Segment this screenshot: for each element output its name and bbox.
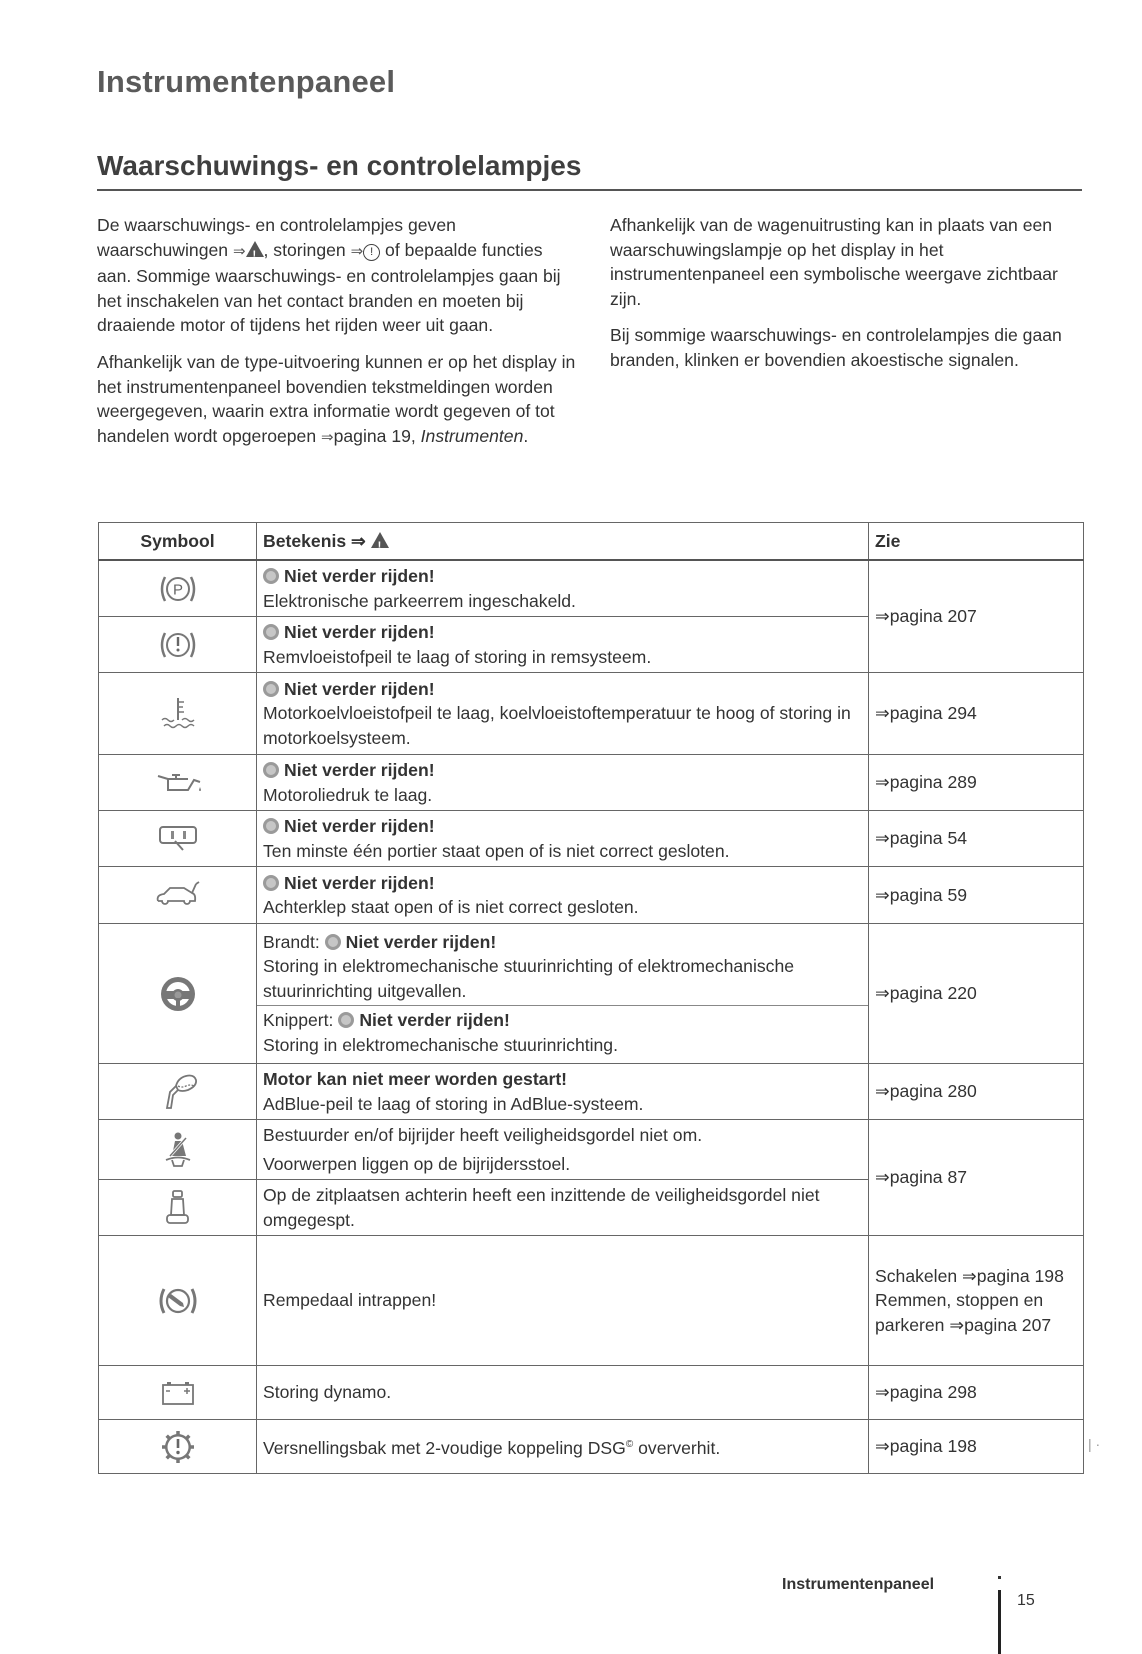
table-row	[99, 1420, 1084, 1474]
symbol-cell	[99, 867, 257, 924]
symbol-cell	[99, 1420, 257, 1474]
adblue-icon	[156, 1072, 200, 1112]
meaning-cell: Motor kan niet meer worden gestart! AdBlue-peil te laag of storing in AdBlue-systeem.	[257, 1064, 869, 1120]
stop-icon	[263, 568, 279, 584]
intro-paragraph-1: De waarschuwings- en controlelampjes geven waarschuwingen ⇒ ! , storingen ⇒ ! of bepaalde functies aan. Sommige waarschuwings- en controlelampjes gaan bij het inschakelen van het contact branden en moeten bij draaiende motor of tijdens het rijden weer uit gaan.	[97, 213, 577, 338]
intro-paragraph-4: Bij sommige waarschuwings- en controlelampjes die gaan branden, klinken er bovendien akoestische signalen.	[610, 325, 1062, 370]
meaning-cell: Rempedaal intrappen!	[257, 1236, 869, 1366]
symbol-cell	[99, 1236, 257, 1366]
symbol-cell	[99, 811, 257, 867]
chapter-title: Instrumentenpaneel	[97, 64, 396, 99]
meaning-cell: Bestuurder en/of bijrijder heeft veiligheidsgordel niet om. Voorwerpen liggen op de bijrijdersstoel.	[257, 1120, 869, 1180]
footer-title: Instrumentenpaneel	[782, 1576, 935, 1593]
svg-text:P: P	[172, 581, 183, 598]
symbol-cell	[99, 617, 257, 673]
rear-seat-icon	[163, 1188, 193, 1228]
intro-right-column	[610, 213, 1070, 385]
steering-wheel-icon	[158, 974, 198, 1014]
symbol-cell	[99, 673, 257, 755]
table-row	[99, 1366, 1084, 1420]
parking-brake-icon	[158, 573, 198, 605]
symbol-cell	[99, 1366, 257, 1420]
symbol-cell	[99, 924, 257, 1064]
stop-icon	[338, 1012, 354, 1028]
stop-icon	[263, 875, 279, 891]
stop-icon	[325, 934, 341, 950]
brake-system-icon	[158, 629, 198, 661]
meaning-cell: Niet verder rijden! Motoroliedruk te laag.	[257, 755, 869, 811]
door-open-icon	[156, 823, 200, 855]
section-title: Waarschuwings- en controlelampjes	[97, 150, 582, 181]
table-header-row	[99, 523, 1084, 561]
warning-triangle-icon	[371, 532, 389, 548]
footer-dot	[998, 1576, 1001, 1579]
trunk-open-icon	[153, 880, 203, 910]
stop-icon	[263, 762, 279, 778]
gearbox-overheat-icon	[158, 1427, 198, 1467]
header-meaning: Betekenis ⇒ !	[257, 523, 869, 561]
intro-paragraph-2: Afhankelijk van de type-uitvoering kunnen er op het display in het instrumentenpaneel bovendien tekstmeldingen worden weergegeven, waarin extra informatie wordt gegeven of tot handelen wordt opgeroepen ⇒pagina 19, Instrumenten.	[97, 351, 576, 446]
meaning-cell: Niet verder rijden! Motorkoelvloeistofpeil te laag, koelvloeistoftemperatuur te hoog of storing in motorkoelsysteem.	[257, 673, 869, 755]
table-row	[99, 1064, 1084, 1120]
symbol-cell	[99, 1120, 257, 1180]
intro-paragraph-3: Afhankelijk van de wagenuitrusting kan in plaats van een waarschuwingslampje op het display in het instrumentenpaneel een symbolische weergave zichtbaar zijn.	[610, 215, 1058, 309]
meaning-cell: Brandt: Niet verder rijden! Storing in elektromechanische stuurinrichting of elektromechanische stuurinrichting uitgevallen. Knippert: Niet verder rijden! Storing in elektromechanische stuurinrichting.	[257, 924, 869, 1064]
table-row	[99, 560, 1084, 617]
meaning-cell: Versnellingsbak met 2-voudige koppeling DSG© oververhit.	[257, 1420, 869, 1474]
warning-lights-table	[98, 522, 1084, 1474]
reference-cell[interactable]: ⇒pagina 289	[869, 755, 1084, 811]
symbol-cell	[99, 1180, 257, 1236]
meaning-cell: Niet verder rijden! Remvloeistofpeil te laag of storing in remsysteem.	[257, 617, 869, 673]
reference-cell[interactable]: ⇒pagina 87	[869, 1120, 1084, 1236]
meaning-cell: Storing dynamo.	[257, 1366, 869, 1420]
notice-circle-icon: !	[363, 244, 380, 261]
reference-cell[interactable]: ⇒pagina 280	[869, 1064, 1084, 1120]
meaning-cell: Niet verder rijden! Ten minste één portier staat open of is niet correct gesloten.	[257, 811, 869, 867]
table-row	[99, 755, 1084, 811]
reference-cell[interactable]: ⇒pagina 59	[869, 867, 1084, 924]
reference-cell[interactable]: Schakelen ⇒pagina 198 Remmen, stoppen en parkeren ⇒pagina 207	[869, 1236, 1084, 1366]
stop-icon	[263, 624, 279, 640]
table-row	[99, 924, 1084, 1064]
meaning-cell: Niet verder rijden! Elektronische parkeerrem ingeschakeld.	[257, 560, 869, 617]
reference-cell[interactable]: ⇒pagina 220	[869, 924, 1084, 1064]
reference-cell[interactable]: ⇒pagina 207	[869, 560, 1084, 673]
cross-reference-link[interactable]: pagina 19,	[333, 425, 421, 446]
intro-left-column	[97, 213, 577, 462]
margin-mark: | ·	[1088, 1436, 1101, 1452]
reference-cell[interactable]: ⇒pagina 54	[869, 811, 1084, 867]
table-row	[99, 1120, 1084, 1180]
page-number: 15	[1017, 1592, 1035, 1609]
table-row	[99, 1236, 1084, 1366]
header-symbol: Symbool	[99, 523, 257, 561]
battery-icon	[158, 1378, 198, 1408]
meaning-cell: Op de zitplaatsen achterin heeft een inzittende de veiligheidsgordel niet omgegespt.	[257, 1180, 869, 1236]
table-row	[99, 811, 1084, 867]
stop-icon	[263, 681, 279, 697]
brake-pedal-icon	[156, 1284, 200, 1318]
table-row	[99, 673, 1084, 755]
stop-icon	[263, 818, 279, 834]
oil-pressure-icon	[154, 768, 202, 798]
warning-triangle-icon	[246, 241, 264, 257]
table-row	[99, 867, 1084, 924]
reference-cell[interactable]: ⇒pagina 298	[869, 1366, 1084, 1420]
symbol-cell	[99, 755, 257, 811]
footer-divider	[998, 1590, 1001, 1654]
meaning-cell: Niet verder rijden! Achterklep staat open of is niet correct gesloten.	[257, 867, 869, 924]
header-see: Zie	[869, 523, 1084, 561]
coolant-temperature-icon	[158, 694, 198, 734]
reference-cell[interactable]: ⇒pagina 294	[869, 673, 1084, 755]
seatbelt-icon	[160, 1130, 196, 1170]
reference-cell[interactable]: ⇒pagina 198	[869, 1420, 1084, 1474]
symbol-cell	[99, 560, 257, 617]
section-divider	[97, 189, 1082, 191]
symbol-cell	[99, 1064, 257, 1120]
